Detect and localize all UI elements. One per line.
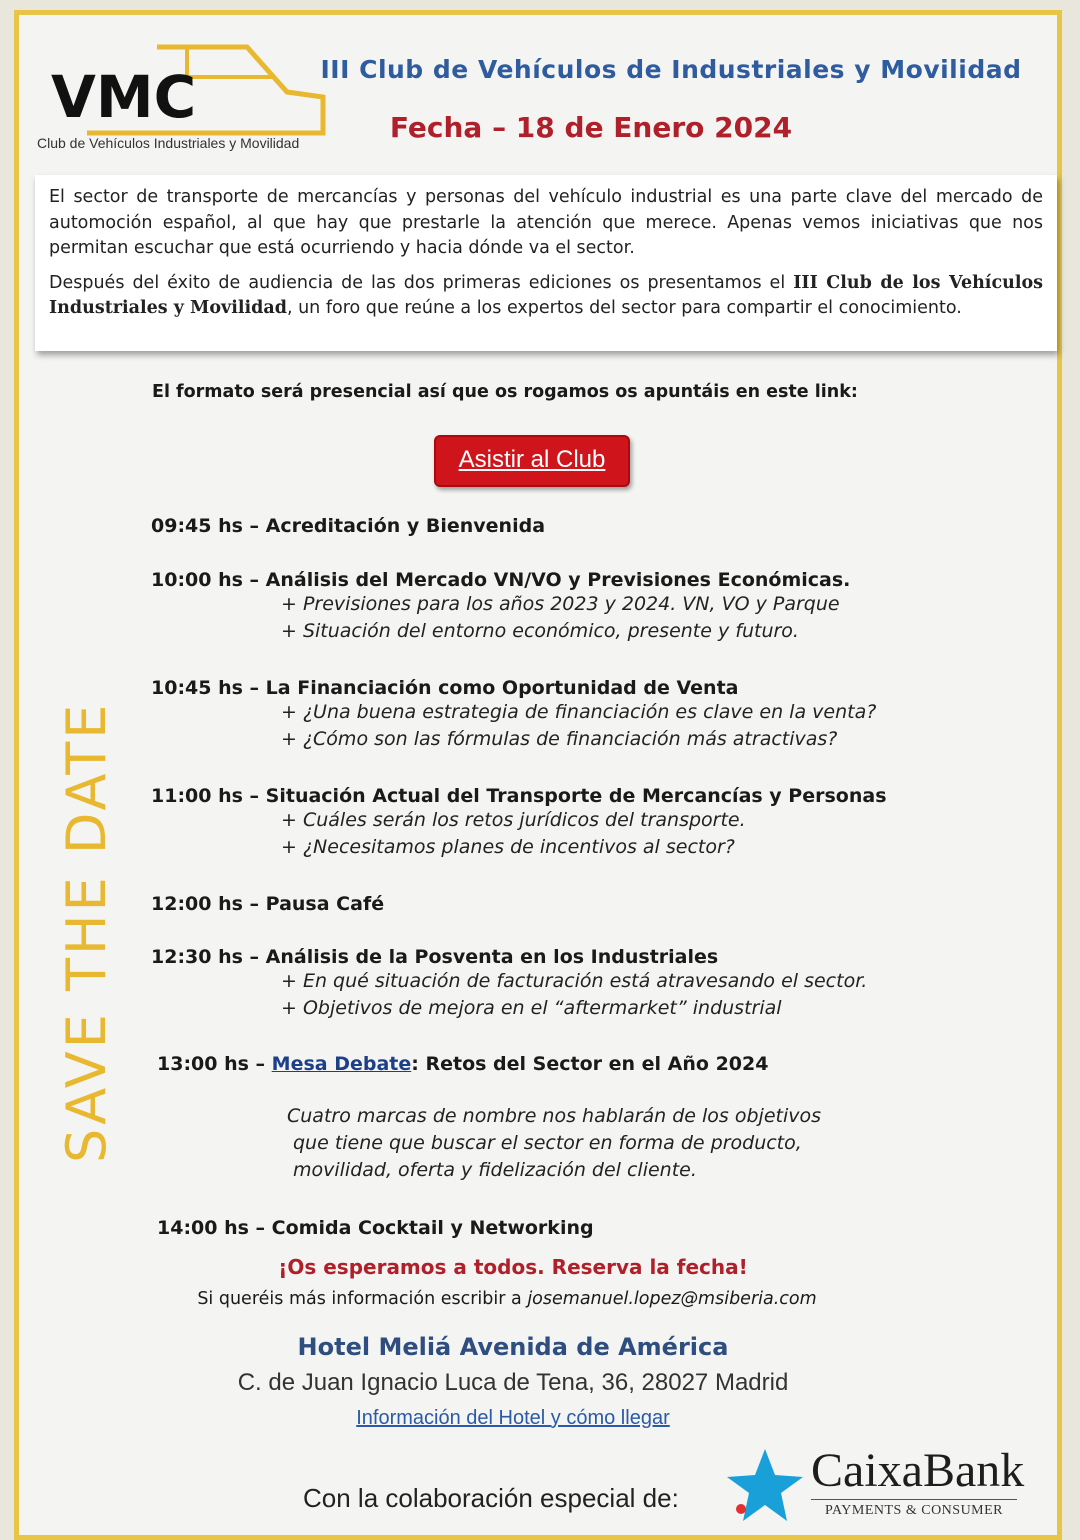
- agenda-item: 13:00 hs – Mesa Debate: Retos del Sector en el Año 2024: [157, 1053, 769, 1075]
- agenda-subitem: + En qué situación de facturación está atravesando el sector.: [281, 970, 868, 992]
- closing-message: ¡Os esperamos a todos. Reserva la fecha!: [278, 1255, 748, 1279]
- agenda-item: 09:45 hs – Acreditación y Bienvenida: [151, 515, 546, 537]
- agenda-item: 14:00 hs – Comida Cocktail y Networking: [157, 1217, 594, 1239]
- page-title: III Club de Vehículos de Industriales y Movilidad: [320, 55, 1022, 84]
- format-text: El formato será presencial así que os rogamos os apuntáis en este link:: [152, 382, 858, 402]
- contact-email[interactable]: josemanuel.lopez@msiberia.com: [527, 1289, 817, 1309]
- agenda-subitem: + ¿Necesitamos planes de incentivos al sector?: [281, 836, 735, 858]
- event-date: Fecha – 18 de Enero 2024: [389, 111, 793, 144]
- caixabank-divider: [811, 1499, 1017, 1500]
- agenda-subitem: + ¿Cómo son las fórmulas de financiación más atractivas?: [281, 728, 838, 750]
- flyer-page: [14, 10, 1062, 1540]
- info-line: Si queréis más información escribir a josemanuel.lopez@msiberia.com: [197, 1289, 817, 1309]
- asistir-club-button[interactable]: Asistir al Club: [434, 435, 630, 487]
- agenda-item: 12:00 hs – Pausa Café: [151, 893, 385, 915]
- agenda-subitem: + Previsiones para los años 2023 y 2024. VN, VO y Parque: [281, 593, 840, 615]
- intro-paragraph-2: Después del éxito de audiencia de las dos primeras ediciones os presentamos el III Club de los Vehículos Industriales y Movilidad, un foro que reúne a los expertos del sector para compartir el conocimiento.: [49, 272, 1043, 318]
- logo-text: VMC: [51, 63, 197, 131]
- collab-text: Con la colaboración especial de:: [303, 1483, 679, 1513]
- save-the-date-text: SAVE THE DATE: [55, 701, 118, 1163]
- mesa-debate-link[interactable]: Mesa Debate: [271, 1053, 412, 1075]
- hotel-name: Hotel Meliá Avenida de América: [297, 1333, 729, 1361]
- hotel-info-link: Información del Hotel y cómo llegar: [356, 1407, 670, 1429]
- caixabank-star-icon: [725, 1445, 805, 1525]
- logo-subtitle: Club de Vehículos Industriales y Movilidad: [37, 135, 300, 151]
- agenda-item: 11:00 hs – Situación Actual del Transporte de Mercancías y Personas + Cuáles serán los retos jurídicos del transporte. + ¿Necesitamos planes de incentivos al sector?: [151, 785, 887, 861]
- caixabank-name: CaixaBank: [811, 1444, 1025, 1497]
- agenda-item: 10:00 hs – Análisis del Mercado VN/VO y Previsiones Económicas. + Previsiones para los años 2023 y 2024. VN, VO y Parque + Situación del entorno económico, presente y futuro.: [151, 569, 850, 645]
- agenda-subitem: + Cuáles serán los retos jurídicos del transporte.: [281, 809, 746, 831]
- intro-paragraph-1: El sector de transporte de mercancías y personas del vehículo industrial es una parte clave del mercado de automoción español, al que hay que prestarle la atención que merece. Apenas vemos iniciativas que nos permitan escuchar que está ocurriendo y hacia dónde va el sector.: [49, 187, 1043, 258]
- debate-description: Cuatro marcas de nombre nos hablarán de los objetivos que tiene que buscar el sector en forma de producto, movilidad, oferta y fidelización del cliente.: [287, 1105, 822, 1181]
- agenda-subitem: + Situación del entorno económico, presente y futuro.: [281, 620, 799, 642]
- agenda-subitem: + Objetivos de mejora en el “aftermarket” industrial: [281, 997, 782, 1019]
- hotel-address: C. de Juan Ignacio Luca de Tena, 36, 28027 Madrid: [237, 1369, 789, 1396]
- save-the-date-banner: [47, 665, 121, 1165]
- intro-box: [35, 175, 1057, 351]
- agenda-subitem: + ¿Una buena estrategia de financiación es clave en la venta?: [281, 701, 877, 723]
- agenda-item: 12:30 hs – Análisis de la Posventa en los Industriales + En qué situación de facturación está atravesando el sector. + Objetivos de mejora en el “aftermarket” industrial: [151, 946, 867, 1022]
- agenda-item: 10:45 hs – La Financiación como Oportunidad de Venta + ¿Una buena estrategia de financiación es clave en la venta? + ¿Cómo son las fórmulas de financiación más atractivas?: [151, 677, 876, 753]
- caixabank-subtitle: PAYMENTS & CONSUMER: [824, 1503, 1004, 1518]
